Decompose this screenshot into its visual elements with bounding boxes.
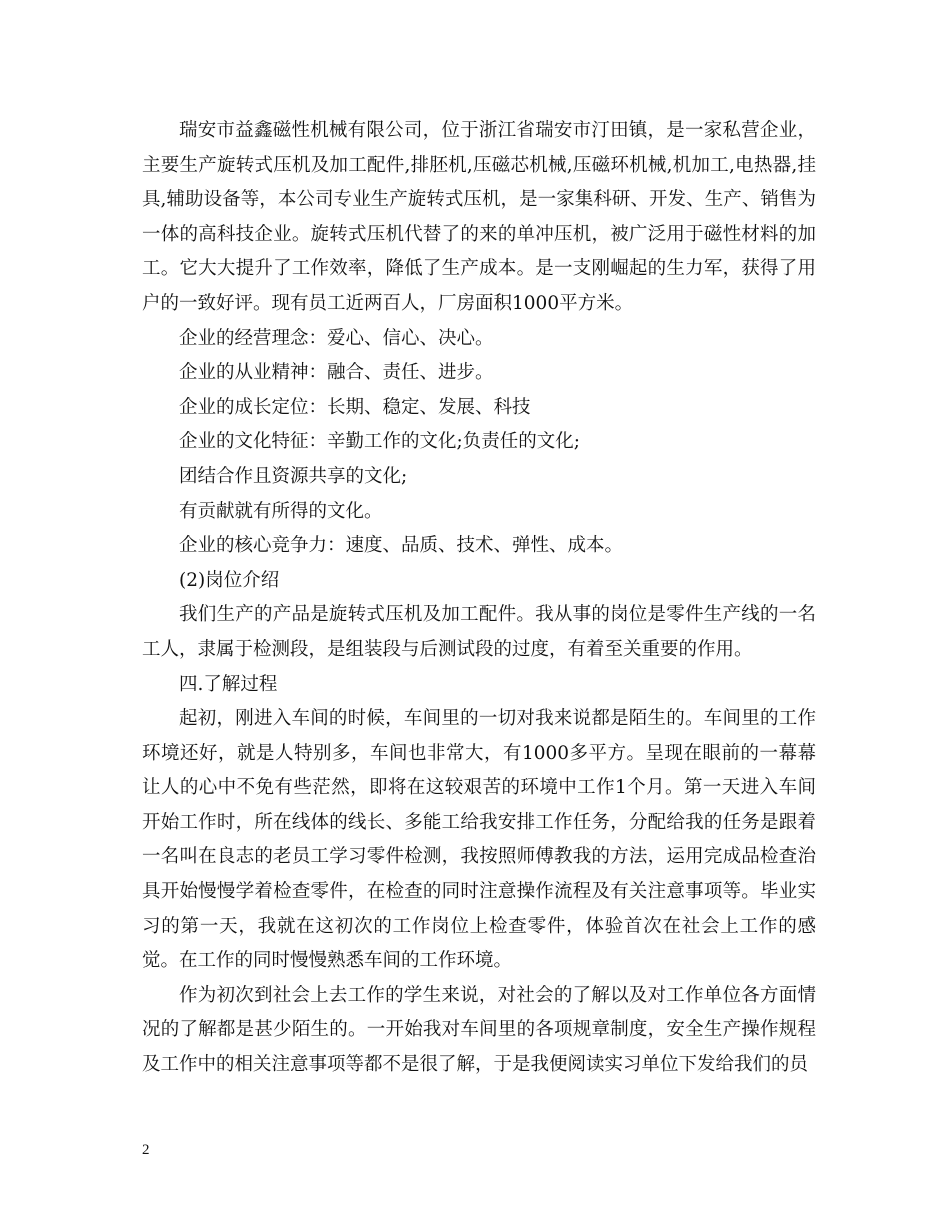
paragraph-culture-features: 企业的文化特征：辛勤工作的文化;负责任的文化; bbox=[179, 431, 580, 453]
paragraph-company-intro: 瑞安市益鑫磁性机械有限公司，位于浙江省瑞安市汀田镇，是一家私营企业，主要生产旋转式压机及加工配件,排胚机,压磁芯机械,压磁环机械,机加工,电热器,挂具,辅助设备等，本公司专业生产旋转式压机，是一家集科研、开发、生产、销售为一体的高科技企业。旋转式压机代替了的来的单冲压机，被广泛用于磁性材料的加工。它大大提升了工作效率，降低了生产成本。是一支刚崛起的生力军，获得了用户的一致好评。现有员工近两百人，厂房面积1000平方米。 bbox=[142, 120, 816, 314]
paragraph-first-day: 起初，刚进入车间的时候，车间里的一切对我来说都是陌生的。车间里的工作环境还好，就是人特别多，车间也非常大，有1000多平方。呈现在眼前的一幕幕让人的心中不免有些茫然，即将在这较艰苦的环境中工作1个月。第一天进入车间开始工作时，所在线体的线长、多能工给我安排工作任务，分配给我的任务是跟着一名叫在良志的老员工学习零件检测，我按照师傅教我的方法，运用完成品检查治具开始慢慢学着检查零件，在检查的同时注意操作流程及有关注意事项等。毕业实习的第一天，我就在这初次的工作岗位上检查零件，体验首次在社会上工作的感觉。在工作的同时慢慢熟悉车间的工作环境。 bbox=[142, 708, 816, 972]
page-number: 2 bbox=[142, 1142, 150, 1158]
paragraph-growth-positioning: 企业的成长定位：长期、稳定、发展、科技 bbox=[179, 396, 531, 418]
paragraph-understanding: 作为初次到社会上去工作的学生来说，对社会的了解以及对工作单位各方面情况的了解都是甚少陌生的。一开始我对车间里的各项规章制度，安全生产操作规程及工作中的相关注意事项等都不是很了解，于是我便阅读实习单位下发给我们的员 bbox=[142, 984, 816, 1076]
section-heading-process: 四.了解过程 bbox=[179, 673, 278, 695]
section-heading-job-intro: (2)岗位介绍 bbox=[179, 569, 280, 591]
paragraph-business-philosophy: 企业的经营理念：爱心、信心、决心。 bbox=[179, 327, 494, 349]
paragraph-culture-teamwork: 团结合作且资源共享的文化; bbox=[179, 465, 408, 487]
paragraph-job-intro: 我们生产的产品是旋转式压机及加工配件。我从事的岗位是零件生产线的一名工人，隶属于检测段，是组装段与后测试段的过度，有着至关重要的作用。 bbox=[142, 604, 816, 660]
paragraph-work-spirit: 企业的从业精神：融合、责任、进步。 bbox=[179, 362, 494, 384]
document-body bbox=[142, 114, 816, 1083]
paragraph-culture-contribution: 有贡献就有所得的文化。 bbox=[179, 500, 383, 522]
paragraph-core-competence: 企业的核心竞争力：速度、品质、技术、弹性、成本。 bbox=[179, 535, 624, 557]
